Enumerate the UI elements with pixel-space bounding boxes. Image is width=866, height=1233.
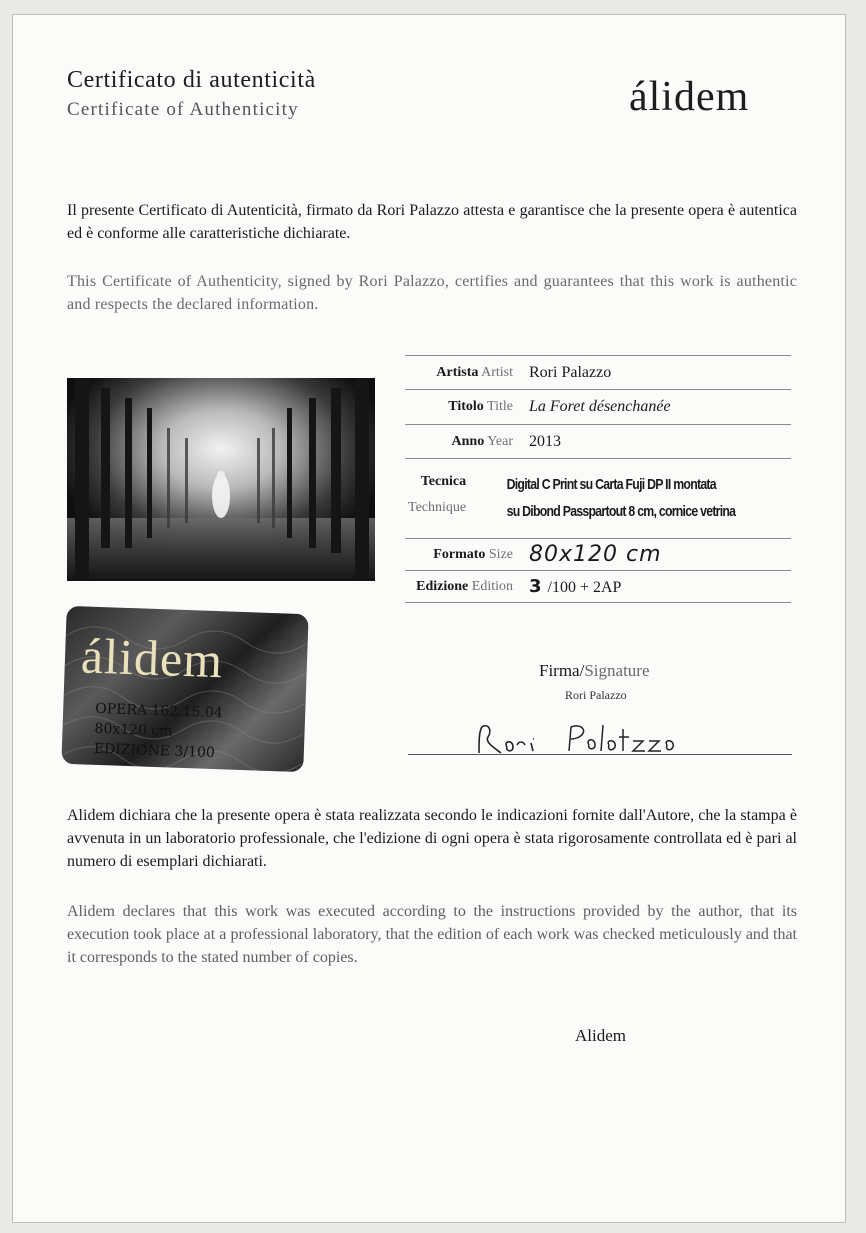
label-technique-en: Technique — [408, 500, 467, 515]
row-year — [405, 424, 791, 458]
label-artist-en: Artist — [481, 364, 513, 380]
details-table — [405, 355, 791, 603]
signature-label-en: Signature — [584, 661, 650, 680]
label-size-it: Formato — [433, 546, 486, 562]
signatory-name: Rori Palazzo — [565, 688, 627, 702]
label-title-it: Titolo — [448, 399, 484, 414]
value-title: La Foret désenchanée — [529, 398, 671, 415]
hologram-sticker — [61, 606, 308, 772]
signature-line — [408, 754, 792, 755]
label-size-en: Size — [488, 546, 513, 562]
row-technique — [405, 458, 791, 538]
hologram-line-3: EDIZIONE 3/100 — [93, 740, 216, 762]
row-edition — [405, 570, 791, 603]
title-italian: Certificato di autenticità — [67, 67, 316, 93]
logo-text: álidem — [629, 74, 750, 120]
label-title-en: Title — [487, 399, 513, 414]
label-artist-it: Artista — [436, 364, 479, 380]
declaration-english: Alidem declares that this work was executed according to the instructions provided by the author, that its execution took place at a professional laboratory, that the edition of each work was checked meticulously and that it corresponds to the stated number of copies. — [67, 903, 797, 966]
value-year: 2013 — [529, 432, 561, 450]
hologram-line-2: 80x120 cm — [94, 720, 173, 740]
hologram-line-1: OPERA 162.15.04 — [94, 700, 223, 722]
label-technique-it: Tecnica — [420, 474, 467, 489]
intro-italian: Il presente Certificato di Autenticità, firmato da Rori Palazzo attesta e garantisce che la presente opera è autentica ed è conforme alle caratteristiche dichiarate. — [67, 202, 797, 242]
certificate-sheet — [12, 14, 846, 1223]
signature-label — [539, 661, 650, 681]
label-year-it: Anno — [451, 433, 485, 449]
edition-number: 3 — [529, 576, 542, 597]
label-edition-it: Edizione — [416, 578, 469, 594]
hologram-brand: álidem — [80, 627, 225, 689]
artwork-photo — [67, 378, 375, 581]
label-year-en: Year — [487, 433, 513, 449]
value-technique — [482, 459, 735, 538]
row-title — [405, 389, 791, 424]
value-edition — [529, 576, 791, 597]
artwork-forest-image — [67, 378, 375, 581]
declaration-italian: Alidem dichiara che la presente opera è stata realizzata secondo le indicazioni fornite dall'Autore, che la stampa è avvenuta in un laboratorio professionale, che l'edizione di ogni opera è stata rigorosamente controllata ed è pari al numero di esemplari dichiarati. — [67, 807, 797, 870]
technique-line-2: su Dibond Passpartout 8 cm, cornice vetrina — [506, 503, 736, 520]
label-edition-en: Edition — [471, 578, 513, 594]
issuer-name: Alidem — [575, 1026, 626, 1045]
technique-line-1: Digital C Print su Carta Fuji DP II montata — [506, 476, 717, 493]
edition-total: /100 + 2AP — [547, 579, 622, 596]
title-english: Certificate of Authenticity — [67, 99, 299, 120]
alidem-logo — [629, 73, 749, 121]
value-artist: Rori Palazzo — [529, 363, 612, 381]
signature-label-it: Firma/ — [539, 661, 585, 680]
value-size: 80x120 cm — [529, 542, 662, 567]
intro-english: This Certificate of Authenticity, signed by Rori Palazzo, certifies and guarantees that this work is authentic and respects the declared information. — [67, 273, 797, 313]
row-artist — [405, 355, 791, 389]
row-size — [405, 538, 791, 570]
